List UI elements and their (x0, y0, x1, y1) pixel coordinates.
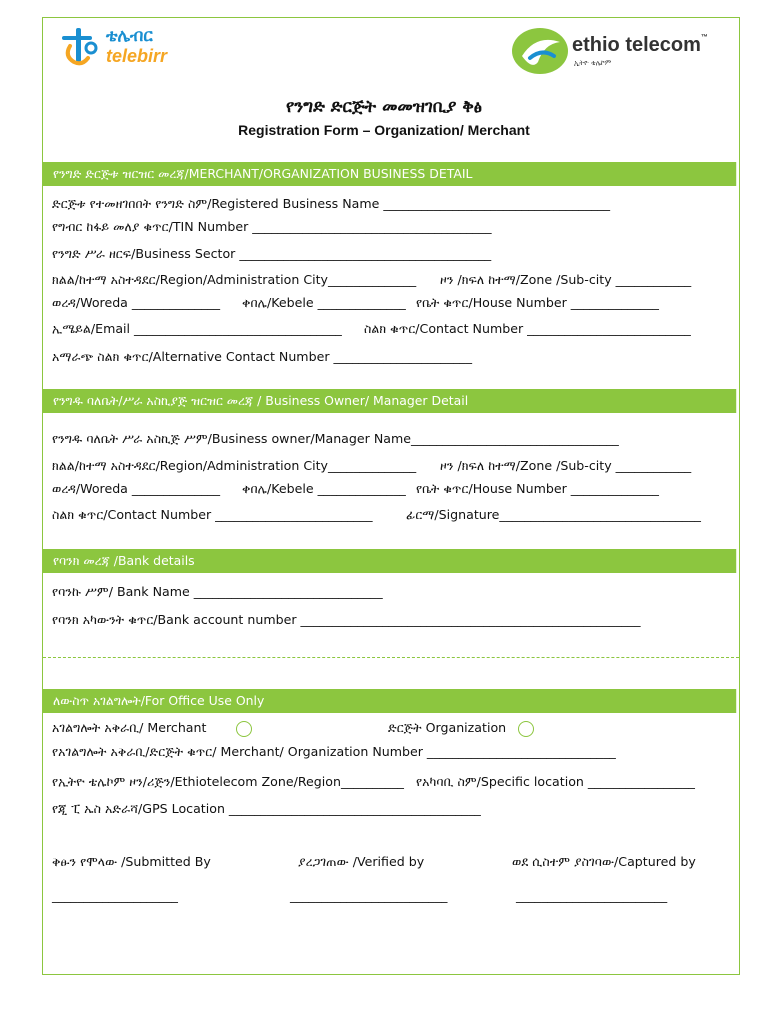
field-owner-signature[interactable]: ፊርማ/Signature________________________________ (406, 507, 701, 522)
section-header-office: ለውስጥ አገልግሎት/For Office Use Only (43, 689, 736, 713)
verified-by-signature-line[interactable]: _________________________ (290, 888, 448, 903)
form-title-english: Registration Form – Organization/ Merchant (238, 122, 530, 138)
telebirr-logo (60, 22, 190, 74)
ethio-telecom-name: ethio telecom (572, 34, 701, 56)
field-region-city[interactable]: ክልል/ከተማ አስተዳደር/Region/Administration City______________ (52, 272, 417, 287)
field-ethiotelecom-zone-region[interactable]: የኢትዮ ቴሌኮም ዞን/ሪጅን/Ethiotelecom Zone/Region__________ (52, 774, 404, 789)
field-owner-region-city[interactable]: ክልል/ከተማ አስተዳደር/Region/Administration City______________ (52, 458, 417, 473)
section-header-bank: የባንክ መረጃ /Bank details (43, 549, 736, 573)
captured-by-signature-line[interactable]: ________________________ (516, 888, 668, 903)
field-specific-location[interactable]: የአካባቢ ስም/Specific location _________________ (416, 774, 695, 789)
telebirr-mark-icon (60, 24, 104, 70)
field-email[interactable]: ኢሜይል/Email _________________________________ (52, 321, 342, 336)
field-owner-contact-number[interactable]: ስልክ ቁጥር/Contact Number _________________________ (52, 507, 373, 522)
ethio-telecom-text (572, 34, 708, 57)
field-tin-number[interactable]: የግብር ከፋይ መለያ ቁጥር/TIN Number ______________________________________ (52, 219, 492, 234)
organization-radio[interactable] (518, 721, 534, 737)
trademark-mark: ™ (700, 34, 708, 41)
submitted-by-label: ቅፁን የሞላው /Submitted By (52, 854, 211, 869)
merchant-radio[interactable] (236, 721, 252, 737)
field-contact-number[interactable]: ስልክ ቁጥር/Contact Number __________________________ (364, 321, 691, 336)
field-house-number[interactable]: የቤት ቁጥር/House Number ______________ (416, 295, 659, 310)
ethio-telecom-swirl-icon (510, 26, 570, 76)
field-merchant-org-number[interactable]: የአገልግሎት አቅራቢ/ድርጅት ቁጥር/ Merchant/ Organization Number ______________________________ (52, 744, 616, 759)
telebirr-text: telebirr (106, 46, 168, 66)
field-gps-location[interactable]: የጂ ፒ ኤስ አድራሻ/GPS Location ________________________________________ (52, 801, 481, 816)
captured-by-label: ወደ ሲስተም ያስገባው/Captured by (512, 854, 696, 869)
field-zone-subcity[interactable]: ዞን /ክፍለ ከተማ/Zone /Sub-city ____________ (440, 272, 692, 287)
section-header-owner: የንግዱ ባለቤት/ሥራ አስኪያጅ ዝርዝር መረጃ / Business Owner/ Manager Detail (43, 389, 736, 413)
field-bank-account-number[interactable]: የባንክ አካውንት ቁጥር/Bank account number ______________________________________________________ (52, 612, 641, 627)
field-owner-woreda[interactable]: ወረዳ/Woreda ______________ (52, 481, 221, 496)
field-owner-name[interactable]: የንግዱ ባለቤት ሥራ አስኪጅ ሥም/Business owner/Manager Name_________________________________ (52, 431, 619, 446)
field-bank-name[interactable]: የባንኩ ሥም/ Bank Name ______________________________ (52, 584, 383, 599)
field-business-sector[interactable]: የንግድ ሥራ ዘርፍ/Business Sector ________________________________________ (52, 246, 492, 261)
field-owner-zone-subcity[interactable]: ዞን /ክፍለ ከተማ/Zone /Sub-city ____________ (440, 458, 692, 473)
telebirr-amharic-text: ቴሌብር (106, 26, 153, 46)
verified-by-label: ያረጋገጠው /Verified by (298, 854, 425, 869)
submitted-by-signature-line[interactable]: ____________________ (52, 888, 178, 903)
field-registered-business-name[interactable]: ድርጅቱ የተመዘገበበት የንግድ ስም/Registered Business Name ____________________________________ (52, 196, 611, 211)
organization-option-label: ድርጅት Organization (388, 720, 507, 735)
merchant-option-label: አገልግሎት አቅራቢ/ Merchant (52, 720, 207, 735)
ethio-telecom-amharic-text: ኢትዮ ቴሌኮም (574, 59, 612, 67)
field-kebele[interactable]: ቀበሌ/Kebele ______________ (242, 295, 406, 310)
section-header-business: የንግድ ድርጅቱ ዝርዝር መረጃ/MERCHANT/ORGANIZATION BUSINESS DETAIL (43, 162, 736, 186)
field-alternative-contact[interactable]: አማራጭ ስልክ ቁጥር/Alternative Contact Number ______________________ (52, 349, 473, 364)
field-owner-kebele[interactable]: ቀበሌ/Kebele ______________ (242, 481, 406, 496)
ethio-telecom-logo (510, 26, 710, 78)
field-owner-house-number[interactable]: የቤት ቁጥር/House Number ______________ (416, 481, 659, 496)
field-woreda[interactable]: ወረዳ/Woreda ______________ (52, 295, 221, 310)
form-title-amharic: የንግድ ድርጅት መመዝገቢያ ቅፅ (286, 97, 482, 117)
section-divider (43, 657, 739, 658)
